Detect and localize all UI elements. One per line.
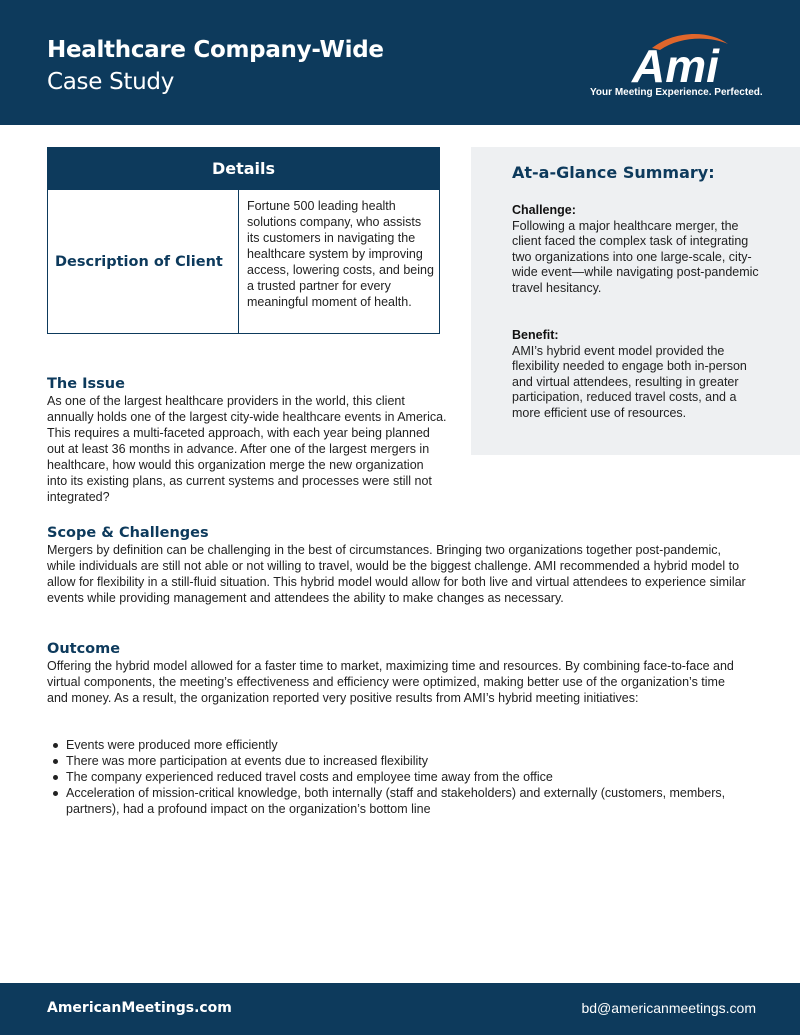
outcome-bullets <box>47 737 747 817</box>
outcome-text: Offering the hybrid model allowed for a faster time to market, maximizing time and resources. By combining face-to-face and virtual components, the meeting’s effectiveness and efficiency were optimized, making better use of the organization’s time and money. As a result, the organization reported very positive results from AMI’s hybrid meeting initiatives: <box>47 659 734 705</box>
list-item: There was more participation at events due to increased flexibility <box>47 753 747 769</box>
list-item: The company experienced reduced travel costs and employee time away from the office <box>47 769 747 785</box>
logo-tagline: Your Meeting Experience. Perfected. <box>590 87 763 98</box>
header-banner <box>0 0 800 125</box>
scope-heading: Scope & Challenges <box>47 525 209 541</box>
list-item: Events were produced more efficiently <box>47 737 747 753</box>
summary-challenge <box>512 203 767 297</box>
footer-website-link[interactable]: AmericanMeetings.com <box>47 1000 232 1016</box>
logo-wordmark: Ami <box>632 40 719 88</box>
details-heading: Details <box>48 148 439 190</box>
page-title: Healthcare Company-Wide <box>47 37 384 63</box>
client-description: Fortune 500 leading health solutions company, who assists its customers in navigating the healthcare system by improving access, lowering costs, and being a trusted partner for every meaningful moment of health. <box>247 199 434 309</box>
logo-mark-icon <box>630 32 730 88</box>
summary-title: At-a-Glance Summary: <box>512 163 715 182</box>
outcome-heading: Outcome <box>47 641 121 657</box>
details-table <box>47 147 440 334</box>
outcome-section <box>47 641 747 706</box>
issue-section <box>47 376 447 505</box>
benefit-text: AMI’s hybrid event model provided the flexibility needed to engage both in-person and virtual attendees, resulting in greater participation, reduced travel costs, and a more efficient use of resources. <box>512 343 747 420</box>
benefit-label: Benefit: <box>512 328 559 342</box>
summary-benefit <box>512 328 767 422</box>
challenge-label: Challenge: <box>512 203 576 217</box>
ami-logo <box>590 32 763 102</box>
details-row <box>48 190 439 333</box>
scope-section <box>47 525 752 606</box>
page-subtitle: Case Study <box>47 69 175 95</box>
issue-text: As one of the largest healthcare providers in the world, this client annually holds one of the largest city-wide healthcare events in America. This requires a multi-faceted approach, with each year being planned out at least 36 months in advance. After one of the largest mergers in healthcare, how would this organization merge the new organization into its existing plans, as current systems and processes were still not integrated? <box>47 394 447 504</box>
list-item: Acceleration of mission-critical knowledge, both internally (staff and stakeholders) and externally (customers, members, partners), had a profound impact on the organization’s bottom line <box>47 785 747 817</box>
details-label: Description of Client <box>48 190 239 333</box>
issue-heading: The Issue <box>47 376 125 392</box>
summary-panel <box>471 147 800 455</box>
footer-email-link[interactable]: bd@americanmeetings.com <box>581 1000 756 1016</box>
footer-banner <box>0 983 800 1035</box>
challenge-text: Following a major healthcare merger, the client faced the complex task of integrating two organizations into one large-scale, city-wide event—while navigating post-pandemic travel hesitancy. <box>512 218 759 295</box>
scope-text: Mergers by definition can be challenging in the best of circumstances. Bringing two organizations together post-pandemic, while individuals are still not able or not willing to travel, would be the biggest challenge. AMI recommended a hybrid model to allow for flexibility in a still-fluid situation. This hybrid model would allow for both live and virtual attendees to experience similar events while providing management and attendees the ability to make changes as necessary. <box>47 543 746 605</box>
